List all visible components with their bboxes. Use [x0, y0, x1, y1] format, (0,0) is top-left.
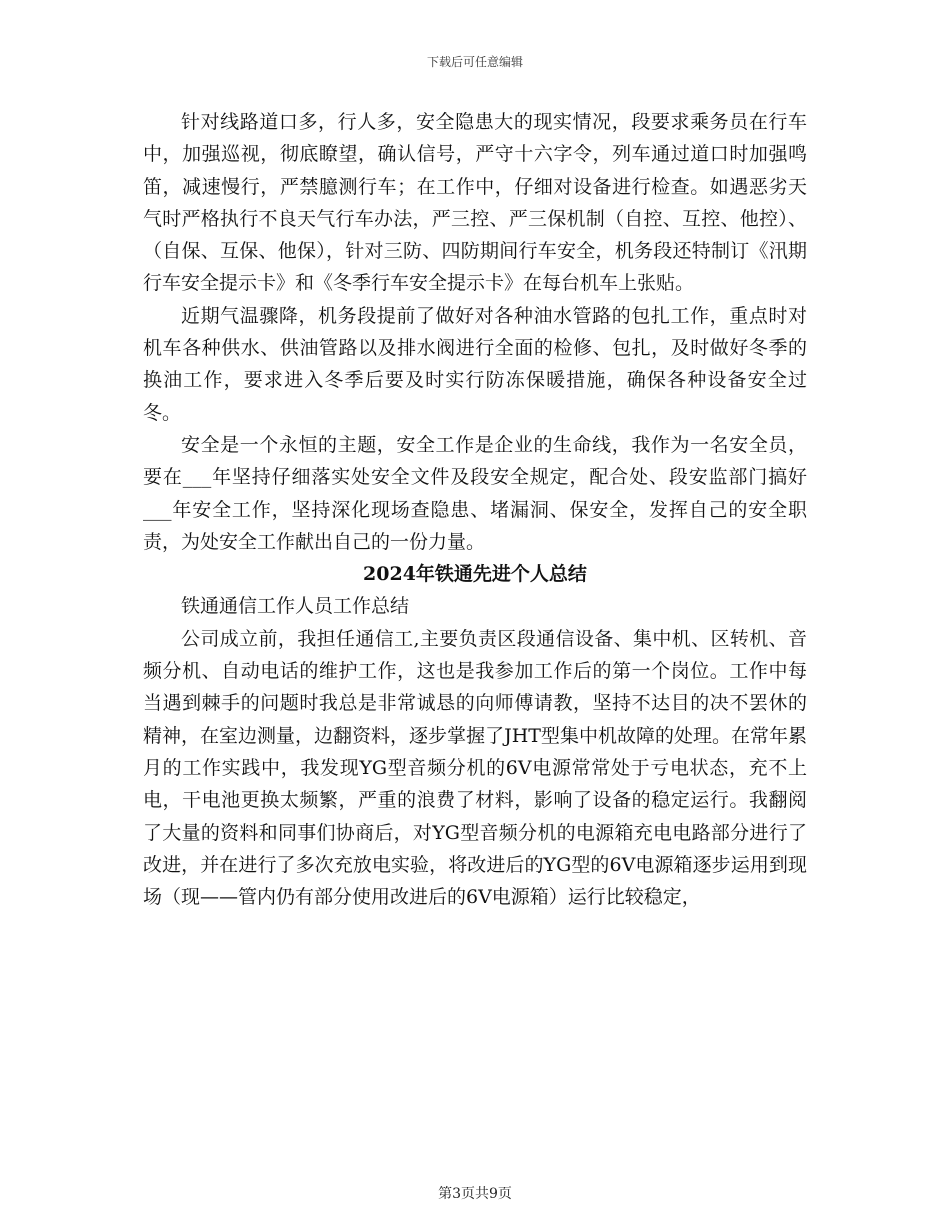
document-body	[143, 106, 807, 913]
paragraph-safety-measures: 针对线路道口多，行人多，安全隐患大的现实情况，段要求乘务员在行车中，加强巡视，彻底瞭望，确认信号，严守十六字令，列车通过道口时加强鸣笛，减速慢行，严禁臆测行车；在工作中，仔细对设备进行检查。如遇恶劣天气时严格执行不良天气行车办法，严三控、严三保机制（自控、互控、他控）、（自保、互保、他保），针对三防、四防期间行车安全，机务段还特制订《汛期行车安全提示卡》和《冬季行车安全提示卡》在每台机车上张贴。	[143, 111, 807, 295]
page-header: 下载后可任意编辑	[426, 55, 523, 69]
paragraph-work-history: 公司成立前，我担任通信工,主要负责区段通信设备、集中机、区转机、音频分机、自动电话的维护工作，这也是我参加工作后的第一个岗位。工作中每当遇到棘手的问题时我总是非常诚恳的向师傅请教，坚持不达目的决不罢休的精神，在室边测量，边翻资料，逐步掌握了JHT型集中机故障的处理。在常年累月的工作实践中，我发现YG型音频分机的6V电源常常处于亏电状态，充不上电，干电池更换太频繁，严重的浪费了材料，影响了设备的稳定运行。我翻阅了大量的资料和同事们协商后，对YG型音频分机的电源箱充电电路部分进行了改进，并在进行了多次充放电实验，将改进后的YG型的6V电源箱逐步运用到现场（现——管内仍有部分使用改进后的6V电源箱）运行比较稳定，	[143, 627, 807, 909]
page-footer: 第3页共9页	[438, 1186, 512, 1202]
paragraph-safety-commitment: 安全是一个永恒的主题，安全工作是企业的生命线，我作为一名安全员，要在___年坚持仔细落实处安全文件及段安全规定，配合处、段安监部门搞好___年安全工作，坚持深化现场查隐患、堵漏洞、保安全，发挥自己的安全职责，为处安全工作献出自己的一份力量。	[143, 433, 807, 553]
paragraph-winter-maintenance: 近期气温骤降，机务段提前了做好对各种油水管路的包扎工作，重点时对机车各种供水、供油管路以及排水阀进行全面的检修、包扎，及时做好冬季的换油工作，要求进入冬季后要及时实行防冻保暖措施，确保各种设备安全过冬。	[143, 304, 807, 424]
section-heading: 2024年铁通先进个人总结	[363, 563, 587, 586]
paragraph-subtitle: 铁通通信工作人员工作总结	[181, 595, 410, 618]
